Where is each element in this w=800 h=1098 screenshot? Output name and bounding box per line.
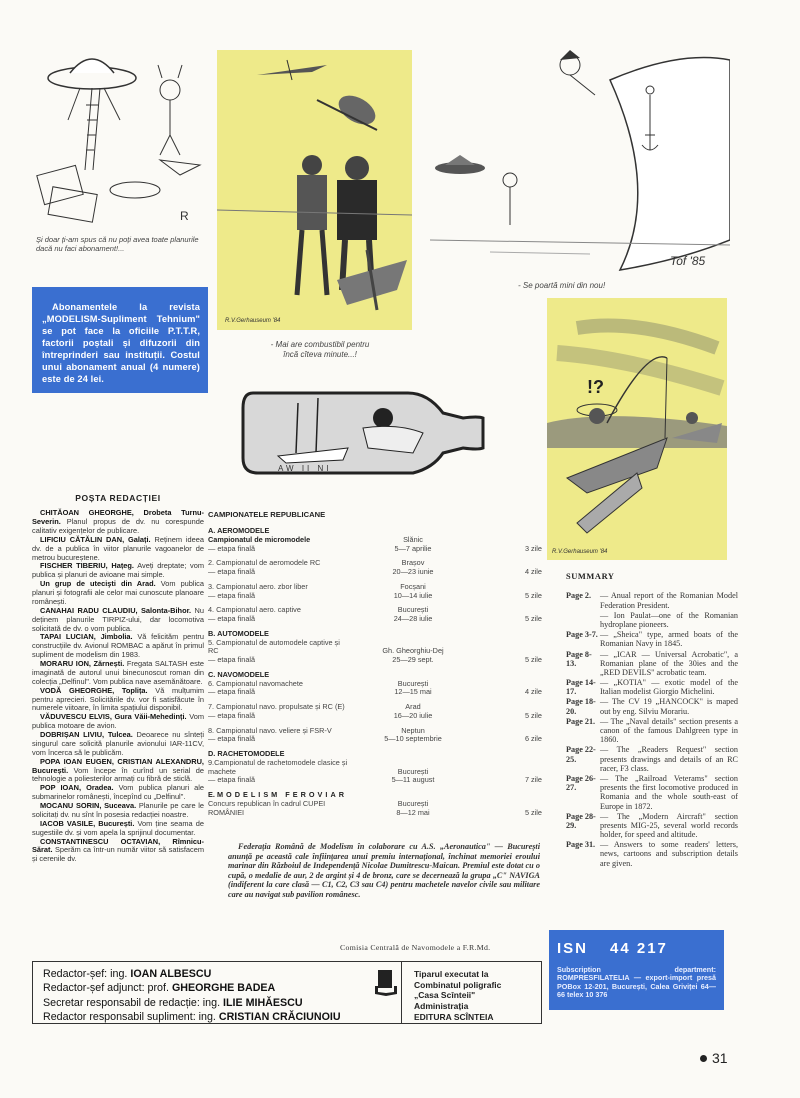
event-location (348, 583, 478, 601)
naviga-prize-notice: Federația Română de Modelism în colaborare cu A.S. „Aeronautica" — București anunță pe această cale înființarea unui premiu internațional, închinat memoriei eroului marinar din Războiul de Independență Nicolae Dumitrescu-Maican. Premiul este dotat cu o cupă, o medalie de aur, 2 de argint și 4 de bronz, care se decernează la grupa „C" NAVIGA (indiferent la care clasă — C1, C2, C3 sau C4) pentru machetele navelor civile sau militare care au navigat sub pavilion românesc. (228, 842, 540, 899)
letter-sender: LIFICIU CĂTĂLIN DAN, Galați. (40, 534, 151, 544)
letter-item (32, 509, 204, 536)
event-duration: 5 zile (524, 710, 542, 720)
letter-reply: Sperăm ca într-un număr viitor să satisfacem și cerenile dv. (32, 845, 204, 864)
summary-item (566, 745, 738, 773)
summary-page: Page 22-25. (566, 745, 596, 764)
event-place: Slănic (403, 534, 423, 544)
event-location (348, 647, 478, 665)
fishing-boat-drawing-icon (547, 298, 727, 560)
championship-event (208, 800, 548, 818)
svg-text:R.V.Gerhauseum '84: R.V.Gerhauseum '84 (552, 549, 608, 555)
staff-role: Redactor responsabil supliment: ing. (43, 1011, 216, 1024)
staff-role: Secretar responsabil de redacție: ing. (43, 996, 221, 1009)
event-duration: 4 zile (524, 567, 542, 577)
staff-line (43, 1010, 371, 1024)
event-location (348, 536, 478, 554)
cartoon-ufo-caption: Și doar ți-am spus că nu poți avea toate planurile dacă nu faci abonament!... (36, 235, 199, 254)
championship-event (208, 606, 548, 624)
summary-item (566, 717, 738, 745)
event-stage: — etapa finală (208, 710, 256, 720)
event-stage: — etapa finală (208, 567, 256, 577)
category-name: AUTOMODELE (217, 628, 269, 638)
summary-text: — Anual report of the Romanian Model Federation President. (600, 591, 738, 610)
championship-event (208, 639, 548, 665)
event-description (208, 536, 348, 554)
staff-line (43, 981, 371, 995)
ufo-drawing-icon (30, 40, 210, 230)
printing-line: „Casa Scînteii" (414, 990, 476, 1001)
letter-item (32, 536, 204, 563)
event-label: Campionatul de micromodele (208, 534, 311, 544)
letter-item (32, 607, 204, 634)
event-dates: 16—20 iulie (393, 710, 433, 720)
letter-sender: DOBRIȘAN LIVIU, Tulcea. (40, 730, 133, 740)
event-dates: 5—10 septembrie (384, 734, 442, 744)
book-logo-icon (375, 970, 397, 996)
event-location (348, 559, 478, 577)
letter-item (32, 660, 204, 687)
letter-item (32, 784, 204, 802)
svg-text:R.V.Gerhauseum '84: R.V.Gerhauseum '84 (225, 318, 281, 324)
championship-event (208, 583, 548, 601)
page-number (700, 1050, 728, 1066)
summary-item (566, 812, 738, 840)
championship-event (208, 536, 548, 554)
event-description (208, 800, 348, 818)
summary-text: — The CV 19 „HANCOCK" is maped out by eng. Silviu Morariu. (600, 697, 738, 716)
event-label: 3. Campionatul aero. zbor liber (208, 581, 308, 591)
caption-line-1: - Mai are combustibil pentru (270, 340, 370, 349)
event-stage: — etapa finală (208, 614, 256, 624)
event-dates: 5—7 aprilie (394, 543, 432, 553)
printing-line: Administrația (414, 1001, 469, 1012)
letter-reply: Vom începe în curînd un serial de tehnologie a poliesterilor armați cu fibră de sticlă. (32, 765, 204, 784)
staff-name: ILIE MIHĂESCU (223, 996, 303, 1009)
event-stage: — etapa finală (208, 775, 256, 785)
page-number-value: 31 (712, 1050, 728, 1066)
event-location (348, 768, 478, 786)
letter-reply: Planurile pe care le solicitați dv. nu sînt în posesia redacției noastre. (32, 801, 204, 819)
championships-section (208, 510, 548, 823)
event-duration: 3 zile (524, 543, 542, 553)
cartoon-ship-in-bottle (238, 378, 508, 478)
letter-reply: Vom publica planuri ale submarinelor românești, începînd cu „Delfinul". (32, 783, 204, 802)
isn-number: 44 217 (610, 940, 668, 957)
letter-sender: CANAHAI RADU CLAUDIU, Salonta-Bihor. (40, 605, 192, 615)
staff-line (43, 996, 371, 1010)
summary-text: — „KOTIA" — exotic model of the Italian modelist Giorgio Michelini. (600, 678, 738, 697)
staff-list (33, 962, 371, 1023)
summary-text: — The „Readers Request" section presents drawings and details of an RC racer, F3 class. (600, 745, 738, 773)
letter-item (32, 758, 204, 785)
event-label: 7. Campionatul navo. propulsate și RC (E) (208, 702, 345, 712)
event-description (208, 559, 348, 577)
svg-text:AW II NI: AW II NI (278, 464, 332, 473)
event-label: 2. Campionatul de aeromodele RC (208, 558, 321, 568)
event-location (348, 703, 478, 721)
event-place: București (397, 766, 429, 776)
event-location (348, 727, 478, 745)
letter-reply: Reținem ideea dv. de a publica în viitor planurile vagoanelor de metrou bucureștene. (32, 534, 204, 562)
category-name: NAVOMODELE (217, 669, 270, 679)
event-label: 5. Campionatul de automodele captive și RC (208, 637, 340, 656)
staff-name: GHEORGHE BADEA (171, 982, 276, 995)
event-dates: 12—15 mai (394, 687, 432, 697)
event-dates: 8—12 mai (396, 807, 430, 817)
letter-reply: Vă felicităm pentru construcțiile dv. Avionul ROMBAC a apărut în primul supliment de modelism din 1983. (32, 632, 204, 660)
event-place: București (397, 798, 429, 808)
event-dates: 20—23 iunie (392, 567, 434, 577)
event-place: București (397, 605, 429, 615)
summary-item (566, 591, 738, 609)
letter-item (32, 562, 204, 580)
readers-letters-list (32, 509, 204, 864)
summary-page: Page 8-13. (566, 649, 592, 668)
category-name: RACHETOMODELE (217, 749, 285, 759)
cartoon-fuel (217, 50, 412, 330)
event-location (348, 800, 478, 818)
championships-list (208, 527, 548, 817)
isn-code (557, 940, 716, 957)
readers-letters-title: POȘTA REDACȚIEI (75, 493, 161, 503)
category-letter: D. (208, 749, 216, 759)
category-letter: B. (208, 628, 216, 638)
event-duration: 4 zile (524, 687, 542, 697)
event-place: Focșani (400, 581, 426, 591)
summary-page: Page 26-27. (566, 773, 596, 793)
editorial-staff-box (32, 961, 542, 1024)
event-label: 8. Campionatul navo. veliere și FSR-V (208, 725, 332, 735)
letter-sender: MORARU ION, Zărnești. (40, 659, 125, 669)
letter-reply: Vom publica planuri și fotografii ale celor mai cunoscute planoare românești. (32, 579, 204, 606)
letter-reply: Vom ține seama de sugestiile dv. și vom apela la sprijinul documentar. (32, 818, 204, 837)
letter-item (32, 802, 204, 820)
staff-role: Redactor-șef adjunct: prof. (43, 982, 169, 995)
summary-text: — The „Modern Aircraft" section presents MIG-25, several world records holder, for speed and altitude. (600, 811, 738, 840)
letter-sender: FISCHER TIBERIU, Hațeg. (40, 561, 134, 571)
summary-section (566, 572, 738, 869)
summary-page: Page 21. (566, 716, 596, 726)
event-description (208, 606, 348, 624)
letter-sender: CHITĂOAN GHEORGHE, Drobeta Turnu-Severin. (32, 508, 204, 527)
summary-list (566, 591, 738, 867)
event-dates: 10—14 iulie (393, 590, 433, 600)
event-location (348, 606, 478, 624)
summary-text: — The „Naval details" section presents a canon of the famous Dahlgreen type in 1860. (600, 716, 738, 745)
isn-label: ISN (557, 940, 589, 957)
championships-title: CAMPIONATELE REPUBLICANE (208, 510, 326, 519)
event-duration: 7 zile (524, 775, 542, 785)
event-label: 6. Campionatul navomachete (208, 678, 303, 688)
summary-item (566, 697, 738, 715)
championship-event (208, 680, 548, 698)
svg-text:R: R (180, 209, 189, 223)
summary-text: — „Sheica" type, armed boats of the Romanian Navy in 1845. (600, 630, 738, 649)
summary-page: Page 2. (566, 591, 592, 601)
printing-info (401, 962, 541, 1023)
event-duration: 5 zile (524, 614, 542, 624)
printing-line: Combinatul poligrafic (414, 979, 502, 990)
letter-item (32, 731, 204, 758)
summary-text: — The „Railroad Veterams" section presents the first locomotive produced in Romania and the whole south-east of Europe in 1872. (600, 773, 738, 811)
summary-item (566, 630, 738, 648)
summary-page: Page 31. (566, 840, 596, 850)
event-description (208, 639, 348, 665)
cartoon-fuel-caption (250, 340, 390, 360)
summary-text: — Answers to some readers' letters, news, cartoons and subscription details are given. (600, 840, 738, 868)
event-place: Brașov (401, 558, 425, 568)
publisher-logo (371, 962, 401, 1023)
event-place: Neptun (401, 725, 425, 735)
event-stage: — etapa finală (208, 734, 256, 744)
bottle-drawing-icon (238, 378, 508, 478)
event-label: 9.Campionatul de rachetomodele clasice și machete (208, 757, 348, 776)
category-name: MODELISM FEROVIAR (216, 790, 347, 800)
event-dates: 5—11 august (391, 775, 435, 785)
event-place: Gh. Gheorghiu-Dej (382, 646, 444, 656)
letter-item (32, 838, 204, 865)
summary-page: Page 18-20. (566, 697, 596, 716)
summary-page: Page 28-29. (566, 811, 596, 830)
championship-event (208, 559, 548, 577)
printing-line: Tiparul executat la (414, 969, 489, 979)
event-stage: — etapa finală (208, 543, 256, 553)
summary-item (566, 774, 738, 811)
summary-page: Page 14-17. (566, 678, 596, 697)
event-location (348, 680, 478, 698)
championship-event (208, 703, 548, 721)
summary-text: — „ICAR — Universal Acrobatic", a Romanian plane of the 30ies and the „RED DEVILS" acrobatic team. (600, 649, 738, 677)
summary-item (566, 678, 738, 696)
cartoon-ufo (30, 40, 210, 230)
svg-text:!?: !? (587, 377, 604, 397)
letter-item (32, 820, 204, 838)
event-label: Concurs republican în cadrul CUPEI ROMÂNIEI (208, 798, 326, 817)
event-stage: — etapa finală (208, 590, 256, 600)
category-letter: E. (208, 790, 215, 800)
summary-item (566, 650, 738, 678)
championship-event (208, 727, 548, 745)
event-duration: 5 zile (524, 655, 542, 665)
notice-signoff: Comisia Centrală de Navomodele a F.R.Md. (340, 943, 491, 952)
letter-item (32, 713, 204, 731)
category-letter: C. (208, 669, 216, 679)
letter-reply: Planul propus de dv. nu corespunde calitativ exigențelor de publicare. (32, 517, 204, 535)
event-duration: 5 zile (524, 807, 542, 817)
event-dates: 25—29 sept. (392, 655, 434, 665)
letter-reply: Vă mulțumim pentru aprecieri. Solicitările dv. vor fi satisfăcute în numerele viitoare, în limita spațiului disponibil. (32, 685, 204, 713)
letter-reply: Nu deținem planurile TIRPIZ-ului, dar locomotiva solicitată de dv. o vom publica. (32, 605, 204, 633)
event-duration: 6 zile (524, 734, 542, 744)
event-stage: — etapa finală (208, 655, 256, 665)
letter-item (32, 687, 204, 714)
staff-name: IOAN ALBESCU (130, 968, 212, 980)
event-dates: 24—28 iulie (393, 614, 433, 624)
staff-role: Redactor-șef: ing. (43, 968, 128, 980)
event-label: 4. Campionatul aero. captive (208, 605, 301, 615)
readers-letters-section (32, 493, 204, 864)
letter-sender: TAPAI LUCIAN, Jimbolia. (40, 632, 133, 642)
letter-reply: Vom publica motoare de avion. (32, 712, 204, 731)
event-place: București (397, 678, 429, 688)
event-place: Arad (405, 702, 421, 712)
letter-sender: IACOB VASILE, București. (40, 818, 135, 828)
letter-sender: MOCANU SORIN, Suceava. (40, 801, 137, 811)
letter-reply: Aveți dreptate; vom publica și planuri de avioane mai simple. (32, 561, 204, 580)
letter-item (32, 580, 204, 607)
ship-bow-drawing-icon (430, 40, 730, 275)
summary-page: Page 3-7. (566, 630, 598, 640)
cartoon-fishing (547, 298, 727, 560)
printing-line: EDITURA SCÎNTEIA (414, 1011, 494, 1022)
isn-subscription-box (549, 930, 724, 1010)
event-description (208, 703, 348, 721)
pilots-plane-drawing-icon (217, 50, 412, 330)
summary-title: SUMMARY (566, 572, 615, 581)
staff-name: CRISTIAN CRĂCIUNOIU (218, 1011, 341, 1024)
event-description (208, 759, 348, 785)
subscription-department: Subscription department: ROMPRESFILATELIA — export-import presă POBox 12-201, București, Calea Griviței 64—66 telex 10 376 (557, 965, 716, 999)
event-stage: — etapa finală (208, 687, 256, 697)
letter-sender: VODĂ GHEORGHE, Toplița. (40, 685, 148, 695)
event-description (208, 583, 348, 601)
letter-sender: POP IOAN, Oradea. (40, 783, 114, 793)
letter-item (32, 633, 204, 660)
category-name: AEROMODELE (217, 526, 270, 536)
category-letter: A. (208, 526, 216, 536)
staff-line (43, 967, 371, 981)
letter-sender: Un grup de utecişti din Arad. (40, 579, 156, 589)
event-description (208, 680, 348, 698)
event-duration: 5 zile (524, 590, 542, 600)
letter-reply: Deoarece nu sînteți singurul care solicită planurile avionului IAR-11CV, vom încerca să le publicăm. (32, 730, 204, 757)
cartoon-ship-caption: - Se poartă mini din nou! (518, 281, 606, 290)
event-description (208, 727, 348, 745)
championship-event (208, 759, 548, 785)
svg-text:Tof '85: Tof '85 (670, 254, 706, 268)
letter-sender: VĂDUVESCU ELVIS, Gura Văii-Mehedinți. (40, 712, 187, 722)
cartoon-ship (430, 40, 730, 275)
bullet-icon (700, 1055, 707, 1062)
summary-subitem: — Ion Paulat—one of the Romanian hydroplane pioneers. (600, 610, 738, 629)
summary-item (566, 840, 738, 868)
letter-sender: CONSTANTINESCU OCTAVIAN, Rîmnicu-Sărat. (32, 836, 204, 855)
letter-reply: Fregata SALTASH este imaginată de autorul unui binecunoscut roman din colecția „Delfinul". Vom publica nave asemănătoare. (32, 659, 204, 686)
caption-line-2: încă cîteva minute...! (283, 350, 357, 359)
letter-sender: POPA IOAN EUGEN, CRISTIAN ALEXANDRU, București. (32, 756, 204, 775)
subscription-info-box: Abonamentele la revista „MODELISM-Supliment Tehnium" se pot face la oficiile P.T.T.R, factorii poștali și difuzorii din întreprinderi sau instituții. Costul unui abonament anual (4 numere) este de 24 lei. (32, 287, 208, 393)
